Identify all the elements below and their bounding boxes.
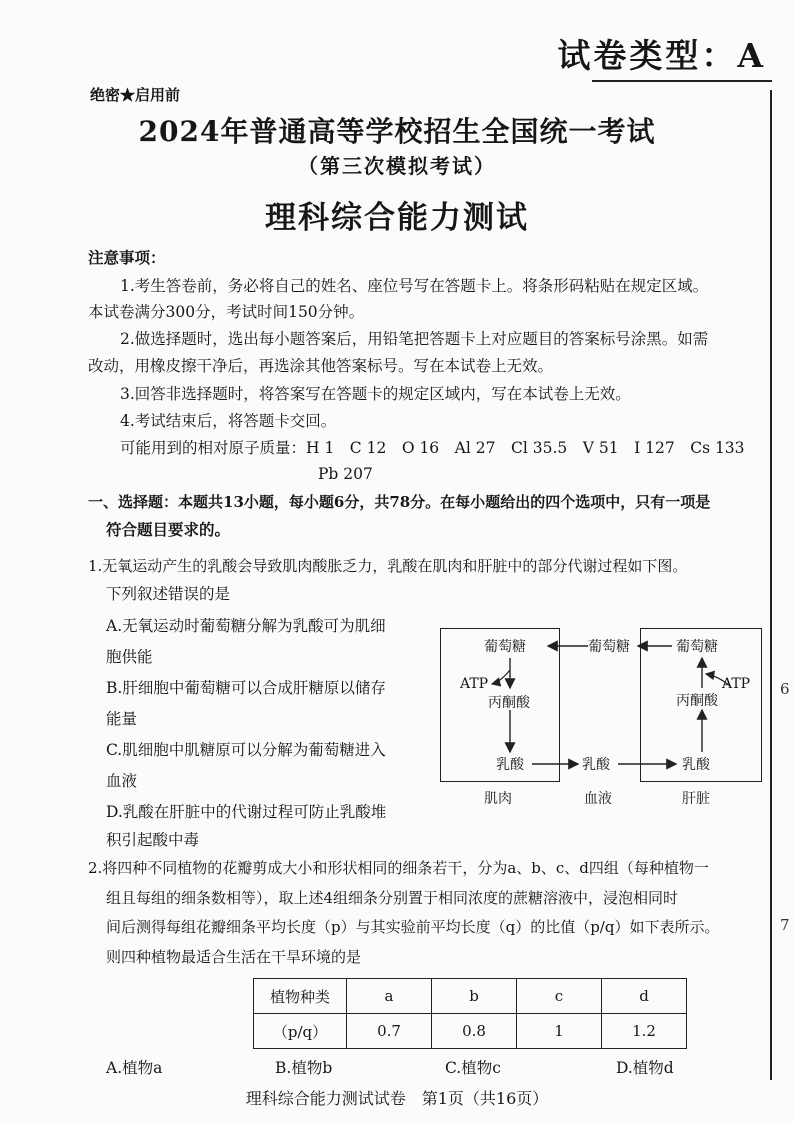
atomic-masses: 可能用到的相对原子质量：H 1 C 12 O 16 Al 27 Cl 35.5 V 51 I 127 Cs 133 (120, 439, 745, 457)
paper-type-underline (592, 80, 772, 82)
q1-option-b: B.肝细胞中葡萄糖可以合成肝糖原以储存 (106, 679, 386, 697)
blood-caption: 血液 (584, 791, 612, 807)
liver-atp-label: ATP (722, 676, 751, 692)
exam-subtitle: （第三次模拟考试） (298, 154, 496, 178)
q2-stem-4: 则四种植物最适合生活在干旱环境的是 (106, 948, 362, 966)
muscle-glucose-label: 葡萄糖 (484, 639, 526, 655)
edge-mark: 6 (780, 680, 790, 698)
q1-option-d-cont: 积引起酸中毒 (106, 831, 200, 849)
section1-heading: 一、选择题：本题共13小题，每小题6分，共78分。在每小题给出的四个选项中，只有一项是 (88, 493, 711, 511)
exam-title: 2024年普通高等学校招生全国统一考试 (138, 115, 656, 148)
muscle-atp-label: ATP (460, 676, 489, 692)
liver-pyruvate-label: 丙酮酸 (676, 693, 718, 709)
q2-stem-3: 间后测得每组花瓣细条平均长度（p）与其实验前平均长度（q）的比值（p/q）如下表所示。 (106, 918, 720, 936)
q1-option-c: C.肌细胞中肌糖原可以分解为葡萄糖进入 (106, 741, 386, 759)
blood-lactate-label: 乳酸 (582, 757, 610, 773)
note-line-1: 1.考生答卷前，务必将自己的姓名、座位号写在答题卡上。将条形码粘贴在规定区域。 (120, 277, 709, 295)
note-line-3: 2.做选择题时，选出每小题答案后，用铅笔把答题卡上对应题目的答案标号涂黑。如需 (120, 330, 709, 348)
q1-stem: 1.无氧运动产生的乳酸会导致肌肉酸胀乏力，乳酸在肌肉和肝脏中的部分代谢过程如下图。 (88, 557, 688, 575)
table-row (254, 1014, 687, 1049)
edge-mark: 7 (780, 916, 790, 934)
q1-option-d: D.乳酸在肝脏中的代谢过程可防止乳酸堆 (106, 803, 387, 821)
binding-line (770, 90, 772, 1080)
note-line-2: 本试卷满分300分，考试时间150分钟。 (88, 303, 365, 321)
blood-glucose-label: 葡萄糖 (588, 639, 630, 655)
section1-heading-2: 符合题目要求的。 (106, 520, 231, 539)
q2-option-d: D.植物d (616, 1059, 674, 1077)
table-header-cell: 植物种类 (254, 979, 347, 1014)
table-cell: 0.8 (432, 1014, 517, 1049)
atomic-masses-2: Pb 207 (318, 465, 373, 483)
muscle-caption: 肌肉 (484, 791, 512, 807)
q1-option-c-cont: 血液 (106, 772, 138, 790)
q2-data-table (253, 978, 687, 1049)
table-header-cell: a (347, 979, 432, 1014)
table-header-cell: b (432, 979, 517, 1014)
table-cell: 0.7 (347, 1014, 432, 1049)
secret-mark: 绝密★启用前 (90, 86, 181, 104)
q1-option-b-cont: 能量 (106, 710, 138, 728)
liver-glucose-label: 葡萄糖 (676, 639, 718, 655)
table-header-cell: d (602, 979, 687, 1014)
q1-option-a: A.无氧运动时葡萄糖分解为乳酸可为肌细 (106, 617, 386, 635)
q2-stem-1: 2.将四种不同植物的花瓣剪成大小和形状相同的细条若干，分为a、b、c、d四组（每种植物一 (88, 859, 709, 877)
note-line-5: 3.回答非选择题时，将答案写在答题卡的规定区域内，写在本试卷上无效。 (120, 385, 631, 403)
q1-option-a-cont: 胞供能 (106, 648, 153, 666)
liver-caption: 肝脏 (682, 791, 710, 807)
liver-lactate-label: 乳酸 (682, 757, 710, 773)
muscle-lactate-label: 乳酸 (496, 757, 524, 773)
paper-type-label: 试卷类型：A (557, 36, 766, 75)
subject-title: 理科综合能力测试 (265, 200, 529, 236)
page-footer: 理科综合能力测试试卷 第1页（共16页） (245, 1089, 549, 1108)
table-cell: 1.2 (602, 1014, 687, 1049)
note-line-4: 改动，用橡皮擦干净后，再选涂其他答案标号。写在本试卷上无效。 (88, 357, 554, 375)
notes-heading: 注意事项： (88, 248, 166, 267)
metabolism-diagram (440, 624, 775, 814)
q2-option-c: C.植物c (445, 1059, 501, 1077)
table-header-cell: c (517, 979, 602, 1014)
note-line-6: 4.考试结束后，将答题卡交回。 (120, 412, 337, 430)
q1-stem-2: 下列叙述错误的是 (106, 585, 231, 603)
q2-option-a: A.植物a (106, 1059, 163, 1077)
table-cell: 1 (517, 1014, 602, 1049)
table-row (254, 979, 687, 1014)
q2-stem-2: 组且每组的细条数相等），取上述4组细条分别置于相同浓度的蔗糖溶液中，浸泡相同时 (106, 889, 679, 907)
q2-option-b: B.植物b (275, 1059, 333, 1077)
table-cell: （p/q） (254, 1014, 347, 1049)
muscle-pyruvate-label: 丙酮酸 (488, 695, 530, 711)
